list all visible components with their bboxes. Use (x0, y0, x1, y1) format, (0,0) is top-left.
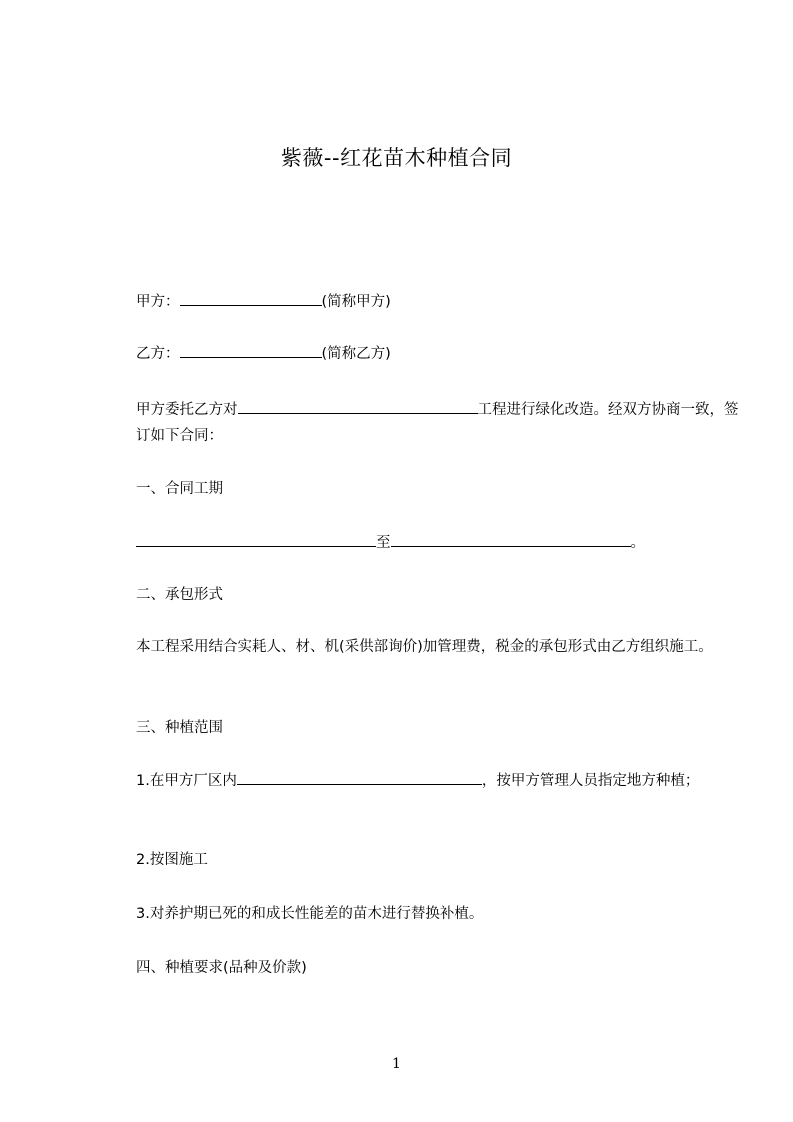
party-b-label: 乙方： (136, 346, 180, 362)
party-a-label: 甲方： (136, 294, 180, 310)
start-date-blank (136, 533, 376, 547)
party-a-suffix: (简称甲方) (321, 294, 391, 310)
document-title: 紫薇--红花苗木种植合同 (280, 146, 513, 170)
contract-form-paragraph: 本工程采用结合实耗人、材、机(采供部询价)加管理费，税金的承包形式由乙方组织施工。 (136, 639, 713, 655)
party-a-line (136, 292, 391, 312)
intro-prefix: 甲方委托乙方对 (136, 402, 238, 418)
project-name-blank (238, 400, 478, 414)
party-b-suffix: (简称乙方) (321, 346, 391, 362)
item1-suffix: ，按甲方管理人员指定地方种植； (481, 773, 700, 789)
section-heading-period: 一、合同工期 (136, 481, 223, 497)
party-b-blank (180, 344, 322, 358)
section-heading-planting-requirements: 四、种植要求(品种及价款) (136, 960, 307, 976)
end-date-blank (391, 533, 631, 547)
party-a-blank (180, 292, 322, 306)
page-number: 1 (392, 1056, 401, 1072)
scope-item-2: 2.按图施工 (136, 852, 208, 868)
party-b-line (136, 344, 391, 364)
area-blank (237, 771, 482, 785)
section-heading-contract-form: 二、承包形式 (136, 587, 223, 603)
period-middle: 至 (376, 535, 391, 551)
item1-prefix: 1.在甲方厂区内 (136, 773, 237, 789)
scope-item-1 (104, 768, 740, 794)
period-end: 。 (630, 535, 645, 551)
period-line (136, 533, 645, 553)
intro-paragraph (104, 397, 740, 449)
scope-item-3: 3.对养护期已死的和成长性能差的苗木进行替换补植。 (136, 906, 484, 922)
intro-suffix: 工程进行绿化改造。经双方协商一致，签订如下合同： (136, 402, 739, 444)
section-heading-planting-scope: 三、种植范围 (136, 720, 223, 736)
